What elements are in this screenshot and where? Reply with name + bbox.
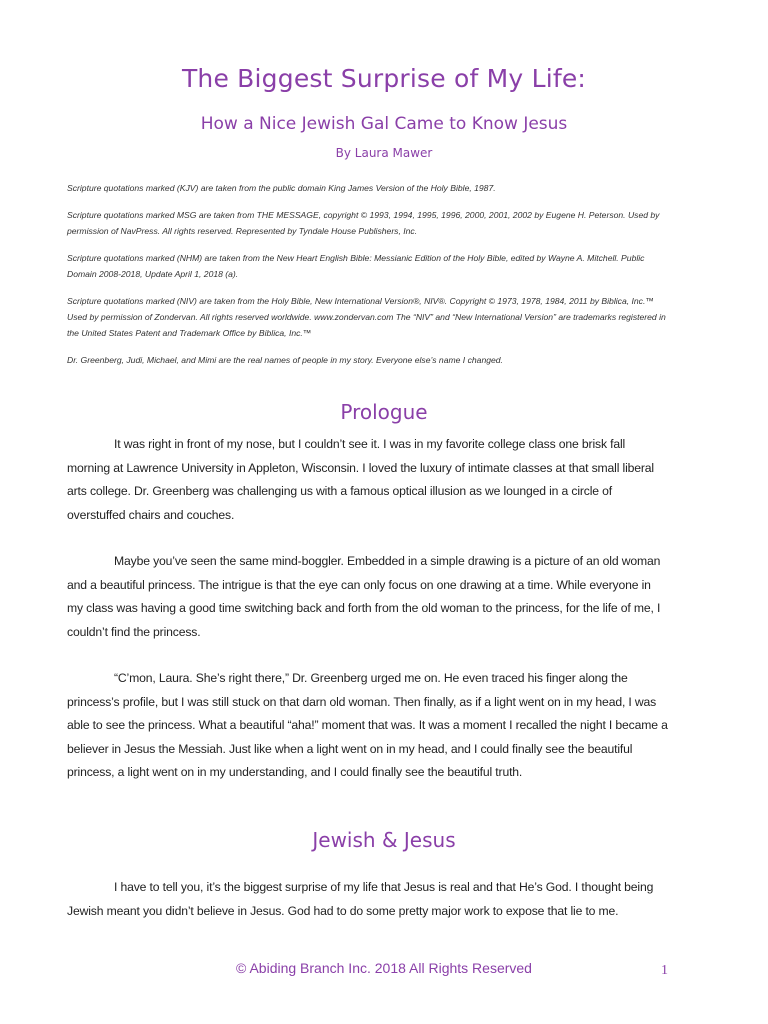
jewish-jesus-body <box>67 876 669 946</box>
copyright-notes <box>67 180 673 379</box>
note-msg: Scripture quotations marked MSG are taken from THE MESSAGE, copyright © 1993, 1994, 1995, 1996, 2000, 2001, 2002 by Eugene H. Peterson. Used by permission of NavPress. All rights reserved. Represented by Tyndale House Publishers, Inc. <box>67 210 660 236</box>
prologue-heading: Prologue <box>340 400 428 424</box>
author-byline: By Laura Mawer <box>335 146 433 160</box>
paragraph: Maybe you’ve seen the same mind-boggler. Embedded in a simple drawing is a picture of an old woman and a beautiful princess. The intrigue is that the eye can only focus on one drawing at a time. While everyone in my class was having a good time switching back and forth from the old woman to the princess, for the life of me, I couldn’t find the princess. <box>67 554 661 639</box>
footer-copyright: © Abiding Branch Inc. 2018 All Rights Reserved <box>236 960 532 976</box>
prologue-body <box>67 433 669 808</box>
note-names: Dr. Greenberg, Judi, Michael, and Mimi are the real names of people in my story. Everyone else’s name I changed. <box>67 355 503 365</box>
paragraph: “C’mon, Laura. She’s right there,” Dr. Greenberg urged me on. He even traced his finger along the princess’s profile, but I was still stuck on that darn old woman. Then finally, as if a light went on in my head, I was able to see the princess. What a beautiful “aha!” moment that was. It was a moment I recalled the night I became a believer in Jesus the Messiah. Just like when a light went on in my head, and I could finally see the beautiful princess, a light went on in my understanding, and I could finally see the beautiful truth. <box>67 671 668 779</box>
note-nhm: Scripture quotations marked (NHM) are taken from the New Heart English Bible: Messianic Edition of the Holy Bible, edited by Wayne A. Mitchell. Public Domain 2008-2018, Update April 1, 2018 (a). <box>67 253 645 279</box>
paragraph: I have to tell you, it’s the biggest surprise of my life that Jesus is real and that He’s God. I thought being Jewish meant you didn’t believe in Jesus. God had to do some pretty major work to expose that lie to me. <box>67 880 654 918</box>
note-niv: Scripture quotations marked (NIV) are taken from the Holy Bible, New International Version®, NIV®. Copyright © 1973, 1978, 1984, 2011 by Biblica, Inc.™ Used by permission of Zondervan. All rights reserved worldwide. www.zondervan.com The “NIV” and “New International Version” are trademarks registered in the United States Patent and Trademark Office by Biblica, Inc.™ <box>67 296 666 338</box>
note-kjv: Scripture quotations marked (KJV) are taken from the public domain King James Version of the Holy Bible, 1987. <box>67 183 496 193</box>
paragraph: It was right in front of my nose, but I couldn’t see it. I was in my favorite college class one brisk fall morning at Lawrence University in Appleton, Wisconsin. I loved the luxury of intimate classes at that small liberal arts college. Dr. Greenberg was challenging us with a famous optical illusion as we lounged in a circle of overstuffed chairs and couches. <box>67 437 654 522</box>
document-subtitle: How a Nice Jewish Gal Came to Know Jesus <box>200 114 568 134</box>
page-number: 1 <box>661 963 668 978</box>
jewish-jesus-heading: Jewish & Jesus <box>312 828 456 852</box>
document-title: The Biggest Surprise of My Life: <box>181 64 587 93</box>
